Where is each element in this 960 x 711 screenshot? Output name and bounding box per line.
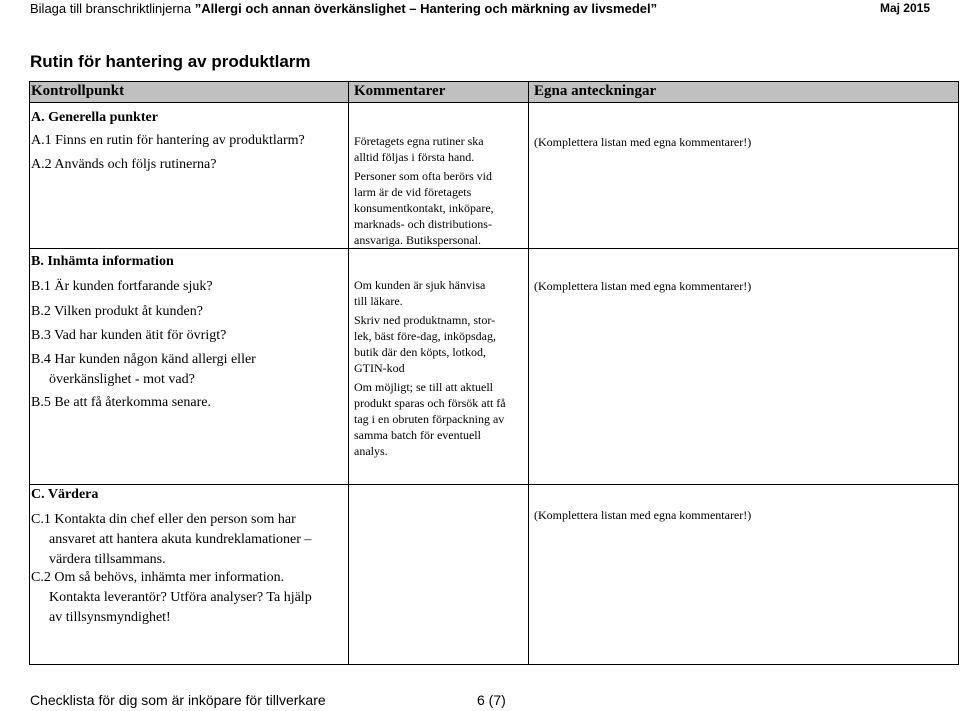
checkpoint-b4-line-2: överkänslighet - mot vad? xyxy=(49,372,195,387)
section-heading-c: C. Värdera xyxy=(31,487,99,502)
section-divider-ab xyxy=(29,248,959,249)
checkpoint-c1-line-3: värdera tillsammans. xyxy=(49,552,166,567)
own-notes-c: (Komplettera listan med egna kommentarer!) xyxy=(534,508,752,522)
checkpoint-b5: B.5 Be att få återkomma senare. xyxy=(31,395,211,410)
table-border-bottom xyxy=(29,664,959,665)
table-border-left xyxy=(29,81,30,665)
own-notes-a: (Komplettera listan med egna kommentarer!) xyxy=(534,135,752,149)
checkpoint-b1: B.1 Är kunden fortfarande sjuk? xyxy=(31,279,213,294)
table-header-divider xyxy=(29,102,959,103)
column-header-egna-anteckningar: Egna anteckningar xyxy=(534,83,657,99)
comment-b-1: Om kunden är sjuk hänvisa till läkare. xyxy=(354,278,486,308)
comment-b-2: Skriv ned produktnamn, stor- lek, bäst före-dag, inköpsdag, butik där den köpts, lotkod, GTIN-kod xyxy=(354,313,496,375)
checkpoint-c2-line-3: av tillsynsmyndighet! xyxy=(49,610,171,625)
running-header-left xyxy=(30,0,657,17)
header-document-title: ”Allergi och annan överkänslighet – Hantering och märkning av livsmedel” xyxy=(194,1,658,16)
column-divider-2 xyxy=(528,81,529,665)
running-header xyxy=(30,0,930,17)
checkpoint-c2-line-2: Kontakta leverantör? Utföra analyser? Ta hjälp xyxy=(49,590,312,605)
comment-b-3: Om möjligt; se till att aktuell produkt sparas och försök att få tag i en obruten förpackning av samma batch för eventuell analys. xyxy=(354,380,506,458)
checkpoint-b2: B.2 Vilken produkt åt kunden? xyxy=(31,304,203,319)
comment-a-1: Företagets egna rutiner ska alltid följas i första hand. xyxy=(354,134,484,164)
page-footer xyxy=(30,690,506,710)
comment-a-2: Personer som ofta berörs vid larm är de vid företagets konsumentkontakt, inköpare, marknads- och distributions- ansvariga. Butikspersonal. xyxy=(354,169,494,247)
table-border-right xyxy=(958,81,959,665)
footer-text: Checklista för dig som är inköpare för tillverkare xyxy=(30,692,326,708)
column-header-kontrollpunkt: Kontrollpunkt xyxy=(31,83,125,99)
column-divider-1 xyxy=(348,81,349,665)
own-notes-b: (Komplettera listan med egna kommentarer!) xyxy=(534,279,752,293)
column-header-kommentarer: Kommentarer xyxy=(354,83,446,99)
table-header-row xyxy=(29,81,959,102)
checkpoint-c1 xyxy=(31,510,311,570)
checkpoint-b4-line-1: B.4 Har kunden någon känd allergi eller xyxy=(31,352,256,367)
checkpoint-a2: A.2 Används och följs rutinerna? xyxy=(31,157,217,172)
section-divider-bc xyxy=(29,484,959,485)
checkpoint-a1: A.1 Finns en rutin för hantering av produktlarm? xyxy=(31,133,305,148)
checkpoint-c1-line-2: ansvaret att hantera akuta kundreklamationer – xyxy=(49,532,312,547)
page-number: 6 (7) xyxy=(477,692,506,708)
checkpoint-b4 xyxy=(31,350,256,390)
header-date: Maj 2015 xyxy=(879,1,930,15)
checkpoint-b3: B.3 Vad har kunden ätit för övrigt? xyxy=(31,328,227,343)
table-border-top xyxy=(29,81,959,82)
checkpoint-c2-line-1: C.2 Om så behövs, inhämta mer information. xyxy=(31,570,285,585)
header-prefix: Bilaga till branschriktlinjerna xyxy=(30,1,195,16)
section-heading-b: B. Inhämta information xyxy=(31,254,174,269)
checkpoint-c2 xyxy=(31,568,312,628)
checkpoint-c1-line-1: C.1 Kontakta din chef eller den person som har xyxy=(31,512,296,527)
page-title: Rutin för hantering av produktlarm xyxy=(30,52,311,71)
checklist-table xyxy=(29,81,959,665)
section-heading-a: A. Generella punkter xyxy=(31,110,158,125)
